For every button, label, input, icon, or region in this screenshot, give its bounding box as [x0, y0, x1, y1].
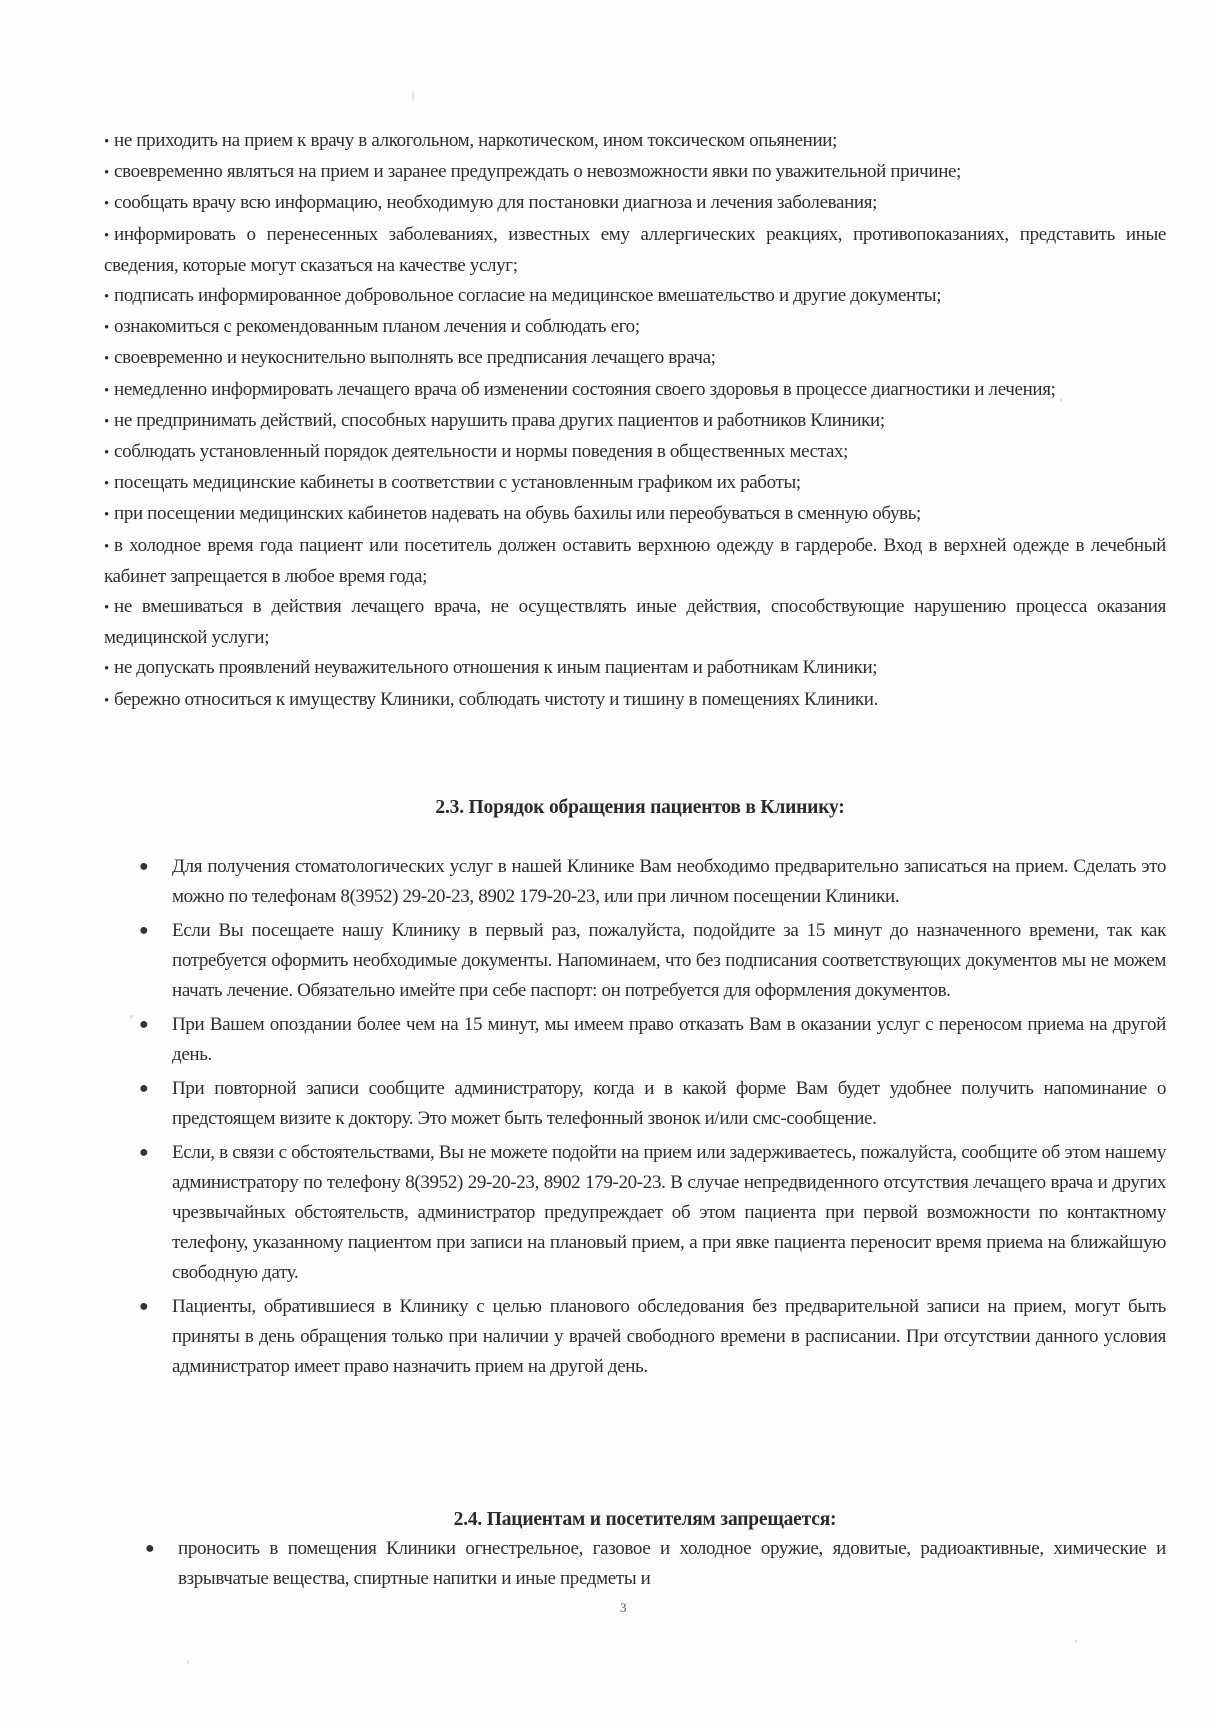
procedure-item: ● Если, в связи с обстоятельствами, Вы не можете подойти на прием или задерживаетесь, пожалуйста, сообщите об этом нашему администратору по телефону 8(3952) 29-20-23, 8902 179-20-23. В случае непредвиденного отсутствия лечащего врача и других чрезвычайных обстоятельств, администратор предупреждает об этом пациента при первой возможности по контактному телефону, указанному пациентом при записи на плановый прием, а при явке пациента переносит время приема на ближайшую свободную дату.	[172, 1138, 1166, 1288]
bullet-icon: ●	[139, 1144, 149, 1161]
bullet-icon: ●	[139, 858, 149, 875]
duty-item: • не приходить на прием к врачу в алкогольном, наркотическом, ином токсическом опьянении;	[104, 126, 1166, 157]
procedure-item: ● Пациенты, обратившиеся в Клинику с целью планового обследования без предварительной записи на прием, могут быть приняты в день обращения только при наличии у врачей свободного времени в расписании. При отсутствии данного условия администратор имеет право назначить прием на другой день.	[172, 1292, 1166, 1382]
duty-item: • в холодное время года пациент или посетитель должен оставить верхнюю одежду в гардеробе. Вход в верхней одежде в лечебный кабинет запрещается в любое время года;	[104, 531, 1166, 592]
section-heading-2-3: 2.3. Порядок обращения пациентов в Клинику:	[435, 797, 845, 818]
scan-speck	[412, 92, 414, 100]
procedure-item: ● Если Вы посещаете нашу Клинику в первый раз, пожалуйста, подойдите за 15 минут до назначенного времени, так как потребуется оформить необходимые документы. Напоминаем, что без подписания соответствующих документов мы не можем начать лечение. Обязательно имейте при себе паспорт: он потребуется для оформления документов.	[172, 916, 1166, 1006]
procedure-item: ● При Вашем опоздании более чем на 15 минут, мы имеем право отказать Вам в оказании услуг с переносом приема на другой день.	[172, 1010, 1166, 1070]
bullet-icon: •	[104, 320, 109, 337]
duty-item: • посещать медицинские кабинеты в соответствии с установленным графиком их работы;	[104, 468, 1166, 499]
bullet-icon: •	[104, 196, 109, 213]
duty-item: • подписать информированное добровольное согласие на медицинское вмешательство и другие документы;	[104, 281, 1166, 312]
bullet-icon: ●	[145, 1540, 155, 1557]
bullet-icon: •	[104, 351, 109, 368]
bullet-icon: •	[104, 600, 109, 617]
scan-speck	[1075, 1640, 1077, 1643]
duty-item: • соблюдать установленный порядок деятельности и нормы поведения в общественных местах;	[104, 437, 1166, 468]
bullet-icon: •	[104, 445, 109, 462]
bullet-icon: •	[104, 227, 109, 244]
scan-speck	[130, 1015, 133, 1018]
duty-item: • не предпринимать действий, способных нарушить права других пациентов и работников Клиники;	[104, 406, 1166, 437]
duty-item: • бережно относиться к имуществу Клиники, соблюдать чистоту и тишину в помещениях Клиники.	[104, 685, 1166, 716]
duty-item: • не вмешиваться в действия лечащего врача, не осуществлять иные действия, способствующие нарушению процесса оказания медицинской услуги;	[104, 592, 1166, 653]
patient-duties-list	[104, 126, 1166, 716]
prohibitions-list	[145, 1534, 1166, 1594]
bullet-icon: ●	[139, 1298, 149, 1315]
scan-speck	[187, 1660, 189, 1664]
bullet-icon: ●	[139, 922, 149, 939]
bullet-icon: •	[104, 413, 109, 430]
bullet-icon: •	[104, 382, 109, 399]
duty-item: • информировать о перенесенных заболеваниях, известных ему аллергических реакциях, противопоказаниях, представить иные сведения, которые могут сказаться на качестве услуг;	[104, 220, 1166, 281]
bullet-icon: •	[104, 134, 109, 150]
bullet-icon: •	[104, 692, 109, 709]
bullet-icon: ●	[139, 1016, 149, 1033]
bullet-icon: •	[104, 507, 109, 524]
duty-item: • сообщать врачу всю информацию, необходимую для постановки диагноза и лечения заболевания;	[104, 188, 1166, 219]
bullet-icon: •	[104, 538, 109, 555]
section-heading-2-4: 2.4. Пациентам и посетителям запрещается:	[453, 1509, 837, 1530]
appointment-procedure-list	[139, 852, 1166, 1386]
page-number: 3	[620, 1600, 627, 1615]
duty-item: • при посещении медицинских кабинетов надевать на обувь бахилы или переобуваться в сменную обувь;	[104, 499, 1166, 530]
procedure-item: ● При повторной записи сообщите администратору, когда и в какой форме Вам будет удобнее получить напоминание о предстоящем визите к доктору. Это может быть телефонный звонок и/или смс-сообщение.	[172, 1074, 1166, 1134]
bullet-icon: •	[104, 476, 109, 493]
procedure-item: ● Для получения стоматологических услуг в нашей Клинике Вам необходимо предварительно записаться на прием. Сделать это можно по телефонам 8(3952) 29-20-23, 8902 179-20-23, или при личном посещении Клиники.	[172, 852, 1166, 912]
duty-item: • не допускать проявлений неуважительного отношения к иным пациентам и работникам Клиники;	[104, 653, 1166, 684]
duty-item: • своевременно являться на прием и заранее предупреждать о невозможности явки по уважительной причине;	[104, 157, 1166, 188]
duty-item: • своевременно и неукоснительно выполнять все предписания лечащего врача;	[104, 343, 1166, 374]
duty-item: • ознакомиться с рекомендованным планом лечения и соблюдать его;	[104, 312, 1166, 343]
duty-item: • немедленно информировать лечащего врача об изменении состояния своего здоровья в процессе диагностики и лечения;	[104, 375, 1166, 406]
bullet-icon: •	[104, 289, 109, 306]
bullet-icon: •	[104, 661, 109, 678]
bullet-icon: •	[104, 165, 109, 182]
prohibition-item: ● проносить в помещения Клиники огнестрельное, газовое и холодное оружие, ядовитые, радиоактивные, химические и взрывчатые вещества, спиртные напитки и иные предметы и	[178, 1534, 1166, 1594]
bullet-icon: ●	[139, 1080, 149, 1097]
